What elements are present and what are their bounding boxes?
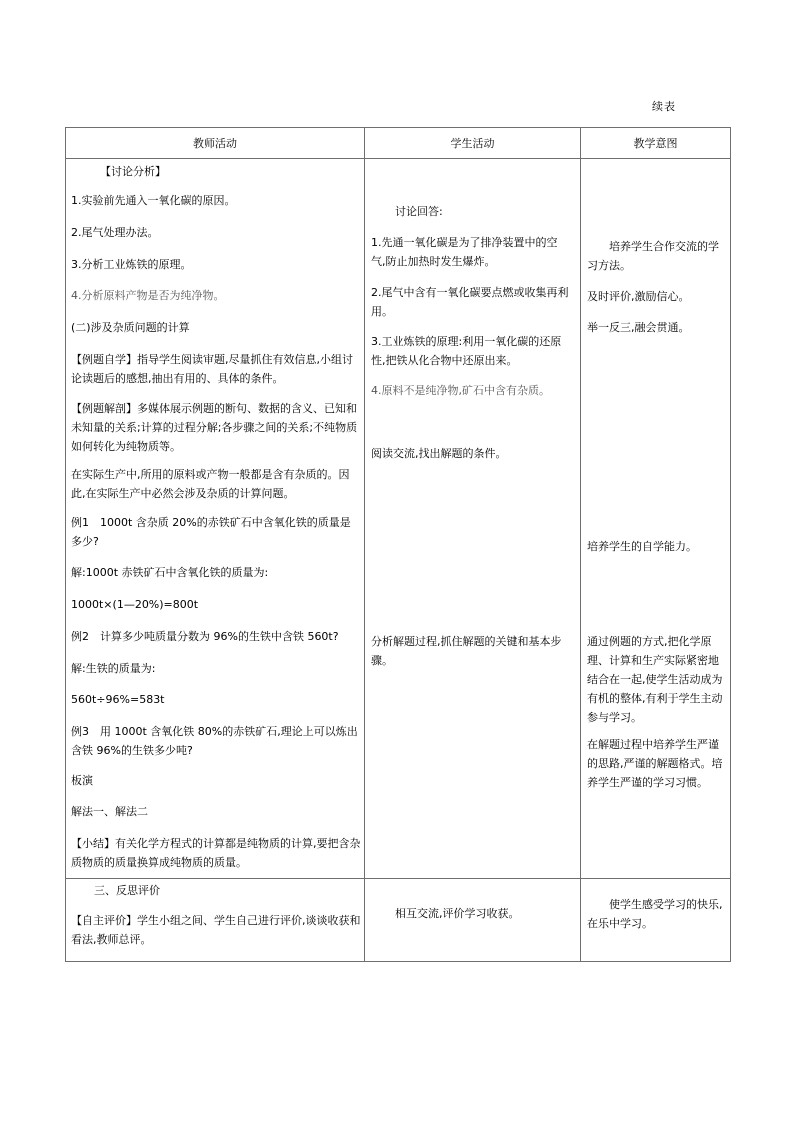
teaching-intent-cell xyxy=(581,159,731,879)
teacher-item-3: 3.分析工业炼铁的原理。 xyxy=(71,258,192,271)
header-teaching-intent: 教学意图 xyxy=(581,128,731,159)
example-self-study: 【例题自学】指导学生阅读审题,尽量抓住有效信息,小组讨论读题后的感想,抽出有用的、具体的条件。 xyxy=(71,353,353,385)
table-row xyxy=(66,159,731,879)
header-student-activity: 学生活动 xyxy=(365,128,581,159)
student-item-2: 2.尾气中含有一氧化碳要点燃或收集再利用。 xyxy=(371,286,569,318)
example-2: 例2 计算多少吨质量分数为 96%的生铁中含铁 560t? xyxy=(71,630,339,643)
table-continued-caption: 续表 xyxy=(652,100,676,113)
header-teacher-activity: 教师活动 xyxy=(66,128,365,159)
discussion-heading: 【讨论分析】 xyxy=(100,165,166,178)
example-1-solution: 解:1000t 赤铁矿石中含氧化铁的质量为: xyxy=(71,566,269,579)
teaching-intent-cell xyxy=(581,879,731,962)
intent-rigor: 在解题过程中培养学生严谨的思路,严谨的解题格式。培养学生严谨的学习习惯。 xyxy=(587,738,723,789)
example-2-solution: 解:生铁的质量为: xyxy=(71,662,156,675)
section-heading-impurity: (二)涉及杂质问题的计算 xyxy=(71,321,190,334)
example-1-formula: 1000t×(1—20%)=800t xyxy=(71,598,199,611)
student-item-3: 3.工业炼铁的原理:利用一氧化碳的还原性,把铁从化合物中还原出来。 xyxy=(371,335,562,367)
example-analysis: 【例题解剖】多媒体展示例题的断句、数据的含义、已知和未知量的关系;计算的过程分解;各步骤之间的关系;不纯物质如何转化为纯物质等。 xyxy=(71,402,358,453)
example-1: 例1 1000t 含杂质 20%的赤铁矿石中含氧化铁的质量是多少? xyxy=(71,516,351,548)
reflection-heading: 三、反思评价 xyxy=(94,884,160,897)
table-row xyxy=(66,879,731,962)
student-discussion-answer: 讨论回答: xyxy=(395,205,443,218)
teacher-item-1: 1.实验前先通入一氧化碳的原因。 xyxy=(71,194,236,207)
intent-self-study: 培养学生的自学能力。 xyxy=(587,540,697,553)
self-evaluation: 【自主评价】学生小组之间、学生自己进行评价,谈谈收获和看法,教师总评。 xyxy=(71,914,361,946)
student-activity-cell xyxy=(365,879,581,962)
student-mutual-exchange: 相互交流,评价学习收获。 xyxy=(395,907,520,920)
student-item-4: 4.原料不是纯净物,矿石中含有杂质。 xyxy=(371,384,550,397)
student-analyze-solution: 分析解题过程,抓住解题的关键和基本步骤。 xyxy=(371,635,562,667)
student-item-1: 1.先通一氧化碳是为了排净装置中的空气,防止加热时发生爆炸。 xyxy=(371,236,558,268)
example-2-formula: 560t÷96%=583t xyxy=(71,693,165,706)
teacher-item-4: 4.分析原料产物是否为纯净物。 xyxy=(71,289,225,302)
teacher-item-2: 2.尾气处理办法。 xyxy=(71,226,159,239)
intent-examples: 通过例题的方式,把化学原理、计算和生产实际紧密地结合在一起,使学生活动成为有机的整体,有利于学生主动参与学习。 xyxy=(587,635,723,724)
intent-evaluation: 及时评价,激励信心。 xyxy=(587,290,690,303)
solution-methods: 解法一、解法二 xyxy=(71,805,148,818)
summary: 【小结】有关化学方程式的计算都是纯物质的计算,要把含杂质物质的质量换算成纯物质的质量。 xyxy=(71,837,361,869)
teacher-activity-cell xyxy=(66,879,365,962)
student-read-exchange: 阅读交流,找出解题的条件。 xyxy=(371,447,507,460)
production-note: 在实际生产中,所用的原料或产物一般都是含有杂质的。因此,在实际生产中必然会涉及杂质的计算问题。 xyxy=(71,468,350,500)
lesson-plan-table xyxy=(65,127,731,962)
board-demo: 板演 xyxy=(71,774,93,787)
header-row xyxy=(66,128,731,159)
student-activity-cell xyxy=(365,159,581,879)
teacher-activity-cell xyxy=(66,159,365,879)
intent-transfer: 举一反三,融会贯通。 xyxy=(587,321,690,334)
example-3: 例3 用 1000t 含氧化铁 80%的赤铁矿石,理论上可以炼出含铁 96%的生铁多少吨? xyxy=(71,725,358,757)
intent-enjoy-learning: 使学生感受学习的快乐,在乐中学习。 xyxy=(587,898,723,930)
intent-cooperation: 培养学生合作交流的学习方法。 xyxy=(587,240,719,272)
